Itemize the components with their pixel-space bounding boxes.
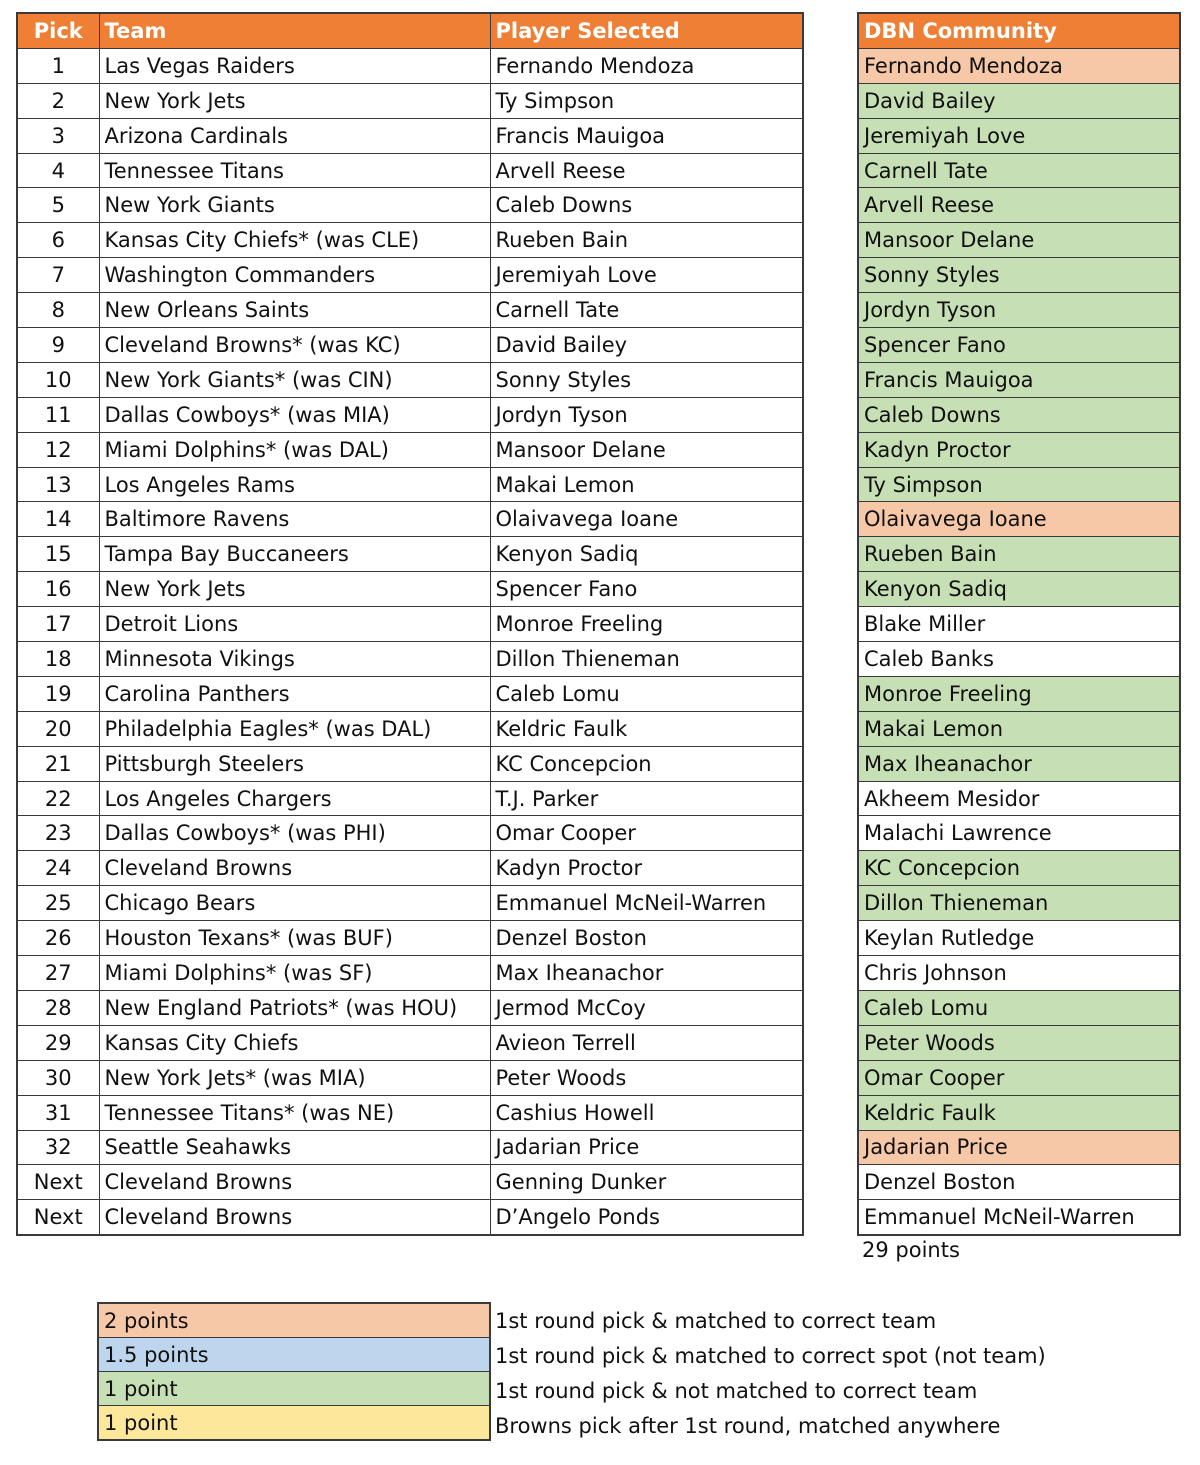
table-row <box>858 746 1180 781</box>
player-cell: Fernando Mendoza <box>490 48 803 83</box>
table-row <box>17 781 803 816</box>
player-cell: Emmanuel McNeil-Warren <box>490 886 803 921</box>
player-cell: Caleb Lomu <box>490 676 803 711</box>
pick-cell: 21 <box>17 746 99 781</box>
pick-cell: 10 <box>17 362 99 397</box>
table-row <box>17 921 803 956</box>
player-cell: Caleb Downs <box>490 188 803 223</box>
header-row <box>17 13 803 48</box>
community-cell: Olaivavega Ioane <box>858 502 1180 537</box>
table-row <box>858 921 1180 956</box>
player-cell: Mansoor Delane <box>490 432 803 467</box>
team-cell: Pittsburgh Steelers <box>99 746 490 781</box>
table-row <box>17 1200 803 1235</box>
player-cell: Avieon Terrell <box>490 1025 803 1060</box>
community-cell: Arvell Reese <box>858 188 1180 223</box>
player-cell: Peter Woods <box>490 1060 803 1095</box>
table-row <box>858 397 1180 432</box>
team-cell: New England Patriots* (was HOU) <box>99 990 490 1025</box>
community-cell: Dillon Thieneman <box>858 886 1180 921</box>
player-cell: Jadarian Price <box>490 1130 803 1165</box>
table-row <box>17 676 803 711</box>
table-row <box>858 48 1180 83</box>
player-cell: Cashius Howell <box>490 1095 803 1130</box>
table-row <box>858 223 1180 258</box>
pick-cell: 29 <box>17 1025 99 1060</box>
community-cell: Emmanuel McNeil-Warren <box>858 1200 1180 1235</box>
player-cell: Olaivavega Ioane <box>490 502 803 537</box>
pick-cell: 1 <box>17 48 99 83</box>
table-row <box>17 607 803 642</box>
legend-label: 1 point <box>98 1406 490 1441</box>
player-cell: T.J. Parker <box>490 781 803 816</box>
table-row <box>858 990 1180 1025</box>
team-cell: Las Vegas Raiders <box>99 48 490 83</box>
table-row <box>17 223 803 258</box>
table-row <box>17 328 803 363</box>
community-cell: Caleb Banks <box>858 642 1180 677</box>
community-cell: Caleb Downs <box>858 397 1180 432</box>
pick-cell: 4 <box>17 153 99 188</box>
team-cell: Tennessee Titans <box>99 153 490 188</box>
table-row <box>17 48 803 83</box>
player-cell: Spencer Fano <box>490 572 803 607</box>
team-cell: Kansas City Chiefs <box>99 1025 490 1060</box>
team-cell: Miami Dolphins* (was DAL) <box>99 432 490 467</box>
player-cell: Ty Simpson <box>490 83 803 118</box>
legend-description: 1st round pick & matched to correct team <box>495 1309 937 1333</box>
player-cell: KC Concepcion <box>490 746 803 781</box>
table-row <box>17 1060 803 1095</box>
player-cell: Kadyn Proctor <box>490 851 803 886</box>
legend-label: 2 points <box>98 1303 490 1338</box>
team-cell: Philadelphia Eagles* (was DAL) <box>99 711 490 746</box>
team-cell: Miami Dolphins* (was SF) <box>99 956 490 991</box>
pick-cell: 27 <box>17 956 99 991</box>
team-cell: Dallas Cowboys* (was MIA) <box>99 397 490 432</box>
table-row <box>17 432 803 467</box>
player-header: Player Selected <box>490 13 803 48</box>
community-cell: Makai Lemon <box>858 711 1180 746</box>
table-row <box>858 1060 1180 1095</box>
team-cell: Carolina Panthers <box>99 676 490 711</box>
player-cell: Dillon Thieneman <box>490 642 803 677</box>
team-cell: Dallas Cowboys* (was PHI) <box>99 816 490 851</box>
player-cell: Sonny Styles <box>490 362 803 397</box>
community-cell: Keylan Rutledge <box>858 921 1180 956</box>
team-cell: Kansas City Chiefs* (was CLE) <box>99 223 490 258</box>
table-row <box>858 1095 1180 1130</box>
player-cell: Genning Dunker <box>490 1165 803 1200</box>
community-cell: Fernando Mendoza <box>858 48 1180 83</box>
community-cell: Keldric Faulk <box>858 1095 1180 1130</box>
team-cell: Cleveland Browns <box>99 851 490 886</box>
community-cell: Chris Johnson <box>858 956 1180 991</box>
table-row <box>17 851 803 886</box>
table-row <box>17 467 803 502</box>
community-cell: Rueben Bain <box>858 537 1180 572</box>
table-row <box>858 1025 1180 1060</box>
community-cell: Malachi Lawrence <box>858 816 1180 851</box>
pick-cell: Next <box>17 1200 99 1235</box>
player-cell: David Bailey <box>490 328 803 363</box>
player-cell: Jordyn Tyson <box>490 397 803 432</box>
community-cell: Omar Cooper <box>858 1060 1180 1095</box>
table-row <box>858 432 1180 467</box>
community-cell: KC Concepcion <box>858 851 1180 886</box>
pick-cell: 26 <box>17 921 99 956</box>
table-row <box>858 816 1180 851</box>
team-cell: Tennessee Titans* (was NE) <box>99 1095 490 1130</box>
pick-cell: 13 <box>17 467 99 502</box>
pick-cell: 19 <box>17 676 99 711</box>
community-cell: Blake Miller <box>858 607 1180 642</box>
pick-cell: 15 <box>17 537 99 572</box>
player-cell: Denzel Boston <box>490 921 803 956</box>
pick-cell: 2 <box>17 83 99 118</box>
table-row <box>17 572 803 607</box>
pick-cell: 11 <box>17 397 99 432</box>
team-cell: Baltimore Ravens <box>99 502 490 537</box>
pick-cell: 9 <box>17 328 99 363</box>
pick-cell: 5 <box>17 188 99 223</box>
table-row <box>17 397 803 432</box>
community-cell: Francis Mauigoa <box>858 362 1180 397</box>
table-row <box>858 537 1180 572</box>
player-cell: Max Iheanachor <box>490 956 803 991</box>
team-cell: Los Angeles Chargers <box>99 781 490 816</box>
pick-cell: 32 <box>17 1130 99 1165</box>
team-cell: Detroit Lions <box>99 607 490 642</box>
table-row <box>858 1165 1180 1200</box>
table-row <box>858 83 1180 118</box>
table-row <box>17 990 803 1025</box>
table-row <box>17 537 803 572</box>
community-cell: David Bailey <box>858 83 1180 118</box>
pick-cell: 28 <box>17 990 99 1025</box>
pick-cell: 23 <box>17 816 99 851</box>
team-cell: Chicago Bears <box>99 886 490 921</box>
table-row <box>17 1025 803 1060</box>
team-cell: New York Jets* (was MIA) <box>99 1060 490 1095</box>
table-row <box>858 1130 1180 1165</box>
legend-table <box>97 1302 491 1441</box>
community-cell: Ty Simpson <box>858 467 1180 502</box>
table-row <box>858 188 1180 223</box>
table-row <box>858 851 1180 886</box>
community-cell: Carnell Tate <box>858 153 1180 188</box>
table-row <box>17 816 803 851</box>
pick-cell: 18 <box>17 642 99 677</box>
pick-cell: 8 <box>17 293 99 328</box>
player-cell: Jeremiyah Love <box>490 258 803 293</box>
pick-cell: 14 <box>17 502 99 537</box>
team-cell: Cleveland Browns <box>99 1165 490 1200</box>
team-cell: Tampa Bay Buccaneers <box>99 537 490 572</box>
player-cell: Keldric Faulk <box>490 711 803 746</box>
community-cell: Mansoor Delane <box>858 223 1180 258</box>
pick-cell: 25 <box>17 886 99 921</box>
table-row <box>858 781 1180 816</box>
pick-cell: 20 <box>17 711 99 746</box>
player-cell: Carnell Tate <box>490 293 803 328</box>
community-picks-table <box>857 12 1181 1236</box>
header-row <box>858 13 1180 48</box>
table-row <box>17 362 803 397</box>
player-cell: Makai Lemon <box>490 467 803 502</box>
pick-cell: 22 <box>17 781 99 816</box>
team-cell: Houston Texans* (was BUF) <box>99 921 490 956</box>
table-row <box>858 502 1180 537</box>
table-row <box>17 293 803 328</box>
legend-row <box>98 1406 490 1441</box>
table-row <box>17 153 803 188</box>
table-row <box>17 746 803 781</box>
table-row <box>858 676 1180 711</box>
legend-description: 1st round pick & not matched to correct team <box>495 1379 978 1403</box>
player-cell: Kenyon Sadiq <box>490 537 803 572</box>
legend-row <box>98 1338 490 1372</box>
community-cell: Monroe Freeling <box>858 676 1180 711</box>
table-row <box>858 153 1180 188</box>
table-row <box>17 1130 803 1165</box>
table-row <box>17 258 803 293</box>
player-cell: Omar Cooper <box>490 816 803 851</box>
table-row <box>17 1095 803 1130</box>
legend-label: 1 point <box>98 1372 490 1406</box>
team-cell: Washington Commanders <box>99 258 490 293</box>
pick-cell: 6 <box>17 223 99 258</box>
team-cell: Cleveland Browns* (was KC) <box>99 328 490 363</box>
team-cell: Cleveland Browns <box>99 1200 490 1235</box>
community-header: DBN Community <box>858 13 1180 48</box>
table-row <box>858 886 1180 921</box>
player-cell: Jermod McCoy <box>490 990 803 1025</box>
player-cell: Rueben Bain <box>490 223 803 258</box>
player-cell: Monroe Freeling <box>490 607 803 642</box>
draft-picks-table <box>16 12 804 1236</box>
pick-cell: Next <box>17 1165 99 1200</box>
table-row <box>17 502 803 537</box>
community-cell: Max Iheanachor <box>858 746 1180 781</box>
team-cell: Arizona Cardinals <box>99 118 490 153</box>
community-cell: Kenyon Sadiq <box>858 572 1180 607</box>
table-row <box>858 362 1180 397</box>
legend-row <box>98 1372 490 1406</box>
team-cell: New York Jets <box>99 83 490 118</box>
table-row <box>858 607 1180 642</box>
community-cell: Denzel Boston <box>858 1165 1180 1200</box>
table-row <box>17 956 803 991</box>
table-row <box>17 886 803 921</box>
score-total: 29 points <box>862 1238 960 1262</box>
team-cell: New York Giants <box>99 188 490 223</box>
legend-description: Browns pick after 1st round, matched anywhere <box>495 1414 1001 1438</box>
table-row <box>17 1165 803 1200</box>
table-row <box>858 642 1180 677</box>
player-cell: D’Angelo Ponds <box>490 1200 803 1235</box>
pick-cell: 17 <box>17 607 99 642</box>
table-row <box>858 572 1180 607</box>
table-row <box>858 293 1180 328</box>
legend-label: 1.5 points <box>98 1338 490 1372</box>
table-row <box>858 711 1180 746</box>
pick-cell: 16 <box>17 572 99 607</box>
table-row <box>17 118 803 153</box>
community-cell: Caleb Lomu <box>858 990 1180 1025</box>
pick-cell: 7 <box>17 258 99 293</box>
table-row <box>858 956 1180 991</box>
community-cell: Akheem Mesidor <box>858 781 1180 816</box>
table-row <box>858 258 1180 293</box>
pick-cell: 30 <box>17 1060 99 1095</box>
pick-cell: 12 <box>17 432 99 467</box>
player-cell: Francis Mauigoa <box>490 118 803 153</box>
team-cell: Seattle Seahawks <box>99 1130 490 1165</box>
community-cell: Peter Woods <box>858 1025 1180 1060</box>
table-row <box>858 1200 1180 1235</box>
table-row <box>858 467 1180 502</box>
team-cell: New Orleans Saints <box>99 293 490 328</box>
table-row <box>17 83 803 118</box>
pick-header: Pick <box>17 13 99 48</box>
community-cell: Kadyn Proctor <box>858 432 1180 467</box>
table-row <box>858 328 1180 363</box>
legend-description: 1st round pick & matched to correct spot (not team) <box>495 1344 1046 1368</box>
table-row <box>17 642 803 677</box>
team-cell: Minnesota Vikings <box>99 642 490 677</box>
community-cell: Jadarian Price <box>858 1130 1180 1165</box>
table-row <box>17 188 803 223</box>
team-cell: New York Giants* (was CIN) <box>99 362 490 397</box>
legend-row <box>98 1303 490 1338</box>
team-header: Team <box>99 13 490 48</box>
community-cell: Jordyn Tyson <box>858 293 1180 328</box>
pick-cell: 31 <box>17 1095 99 1130</box>
player-cell: Arvell Reese <box>490 153 803 188</box>
pick-cell: 3 <box>17 118 99 153</box>
pick-cell: 24 <box>17 851 99 886</box>
community-cell: Spencer Fano <box>858 328 1180 363</box>
team-cell: Los Angeles Rams <box>99 467 490 502</box>
community-cell: Sonny Styles <box>858 258 1180 293</box>
table-row <box>17 711 803 746</box>
community-cell: Jeremiyah Love <box>858 118 1180 153</box>
team-cell: New York Jets <box>99 572 490 607</box>
table-row <box>858 118 1180 153</box>
